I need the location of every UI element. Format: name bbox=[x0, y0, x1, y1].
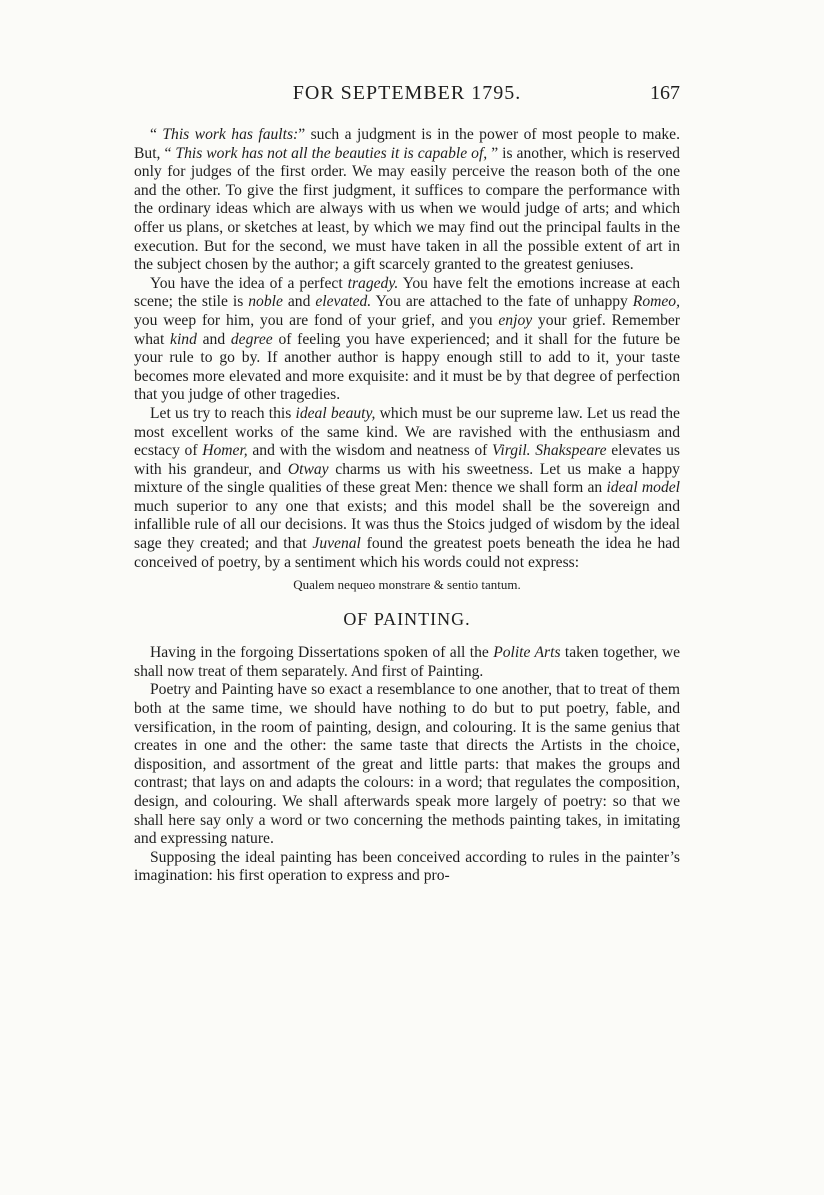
italic-text: enjoy bbox=[498, 311, 533, 329]
italic-text: ideal beauty, bbox=[295, 404, 376, 422]
text-run: and bbox=[196, 330, 231, 348]
text-run: You are attached to the fate of unhappy bbox=[371, 293, 633, 311]
italic-text: Shakspeare bbox=[535, 442, 607, 460]
italic-text: noble bbox=[248, 293, 283, 311]
text-run: You have felt the emotions increase at each scene; the stile is bbox=[134, 274, 681, 311]
italic-text: Romeo, bbox=[632, 293, 680, 311]
text-run: You have the idea of a perfect bbox=[150, 274, 348, 292]
running-title: FOR SEPTEMBER 1795. bbox=[292, 82, 522, 104]
text-run: Having in the forgoing Dissertations spoken of all the bbox=[150, 644, 494, 662]
italic-text: kind bbox=[170, 330, 197, 348]
text-run: found the greatest poets beneath the idea he had conceived of poetry, by a sentiment which his words could not express: bbox=[134, 535, 680, 571]
text-body bbox=[134, 126, 680, 886]
text-run: your grief. Remember what bbox=[134, 311, 680, 348]
paragraph: Poetry and Painting have so exact a resemblance to one another, that to treat of them both at the same time, we should have nothing to do but to put poetry, fable, and versification, in the room of painting, design, and colouring. It is the same genius that creates in one and the other: the same taste that directs the Artists in the choice, disposition, and assortment of the great and little parts: that makes the groups and contrast; that lays on and adapts the colours: in a word; that regulates the composition, design, and colouring. We shall afterwards speak more largely of poetry: so that we shall here say only a word or two concerning the methods painting takes, in imitating and expressing nature. bbox=[134, 681, 680, 848]
italic-text: ideal model bbox=[606, 479, 680, 497]
text-run: of feeling you have experienced; and it shall for the future be your rule to go by. If another author is happy enough still to add to it, your taste becomes more elevated and more exquisite: and it must be by that degree of perfection that you judge of other tragedies. bbox=[134, 330, 681, 404]
text-run: and bbox=[282, 293, 316, 311]
italic-text: elevated. bbox=[315, 293, 372, 311]
italic-text: Otway bbox=[287, 460, 329, 478]
paragraph bbox=[134, 126, 680, 275]
paragraph bbox=[134, 405, 680, 572]
text-run: ” such a judgment is in the power of most people to make. But, “ bbox=[134, 126, 680, 162]
italic-text: degree bbox=[230, 330, 273, 348]
text-run: you weep for him, you are fond of your grief, and you bbox=[134, 311, 499, 329]
page-header bbox=[134, 82, 680, 112]
page-number: 167 bbox=[650, 82, 680, 104]
text-run: much superior to any one that exists; and this model shall be the sovereign and infallible rule of all our decisions. It was thus the Stoics judged of wisdom by the ideal sage they created; and that bbox=[134, 497, 680, 553]
italic-text: Virgil. bbox=[492, 442, 531, 460]
text-run: Let us try to reach this bbox=[150, 404, 296, 422]
italic-text: Homer, bbox=[202, 442, 248, 460]
latin-quotation: Qualem nequeo monstrare & sentio tantum. bbox=[293, 577, 521, 593]
text-run: and with the wisdom and neatness of bbox=[247, 442, 493, 460]
text-run: which must be our supreme law. Let us read the most excellent works of the same kind. We are ravished with the enthusiasm and ecstacy of bbox=[134, 404, 680, 460]
paragraph: Supposing the ideal painting has been conceived according to rules in the painter’s imagination: his first operation to express and pro- bbox=[134, 848, 680, 885]
italic-text: This work has not all the beauties it is capable of, bbox=[175, 144, 488, 162]
text-run: taken together, we shall now treat of them separately. And first of Painting. bbox=[134, 644, 680, 680]
italic-text: tragedy. bbox=[347, 274, 399, 292]
paragraph bbox=[134, 275, 680, 405]
text-run: ” is another, which is reserved only for judges of the first order. We may easily perceive the reason both of the one and the other. To give the first judgment, it suffices to compare the performance with the ordinary ideas which are always with us when we would judge of arts; and which offer us plans, or sketches at least, by which we may find out the principal faults in the execution. But for the second, we must have taken in all the possible extent of art in the subject chosen by the author; a gift scarcely granted to the greatest geniuses. bbox=[134, 144, 680, 274]
italic-text: Polite Arts bbox=[493, 644, 561, 662]
text-run: “ bbox=[150, 126, 163, 143]
section-heading: OF PAINTING. bbox=[343, 609, 471, 630]
paragraph bbox=[134, 644, 680, 681]
italic-text: This work has faults: bbox=[162, 126, 299, 143]
text-run: charms us with his sweetness. Let us make a happy mixture of the single qualities of these great Men: thence we shall form an bbox=[134, 460, 680, 497]
italic-text: Juvenal bbox=[312, 535, 361, 553]
text-run: elevates us with his grandeur, and bbox=[134, 442, 680, 478]
